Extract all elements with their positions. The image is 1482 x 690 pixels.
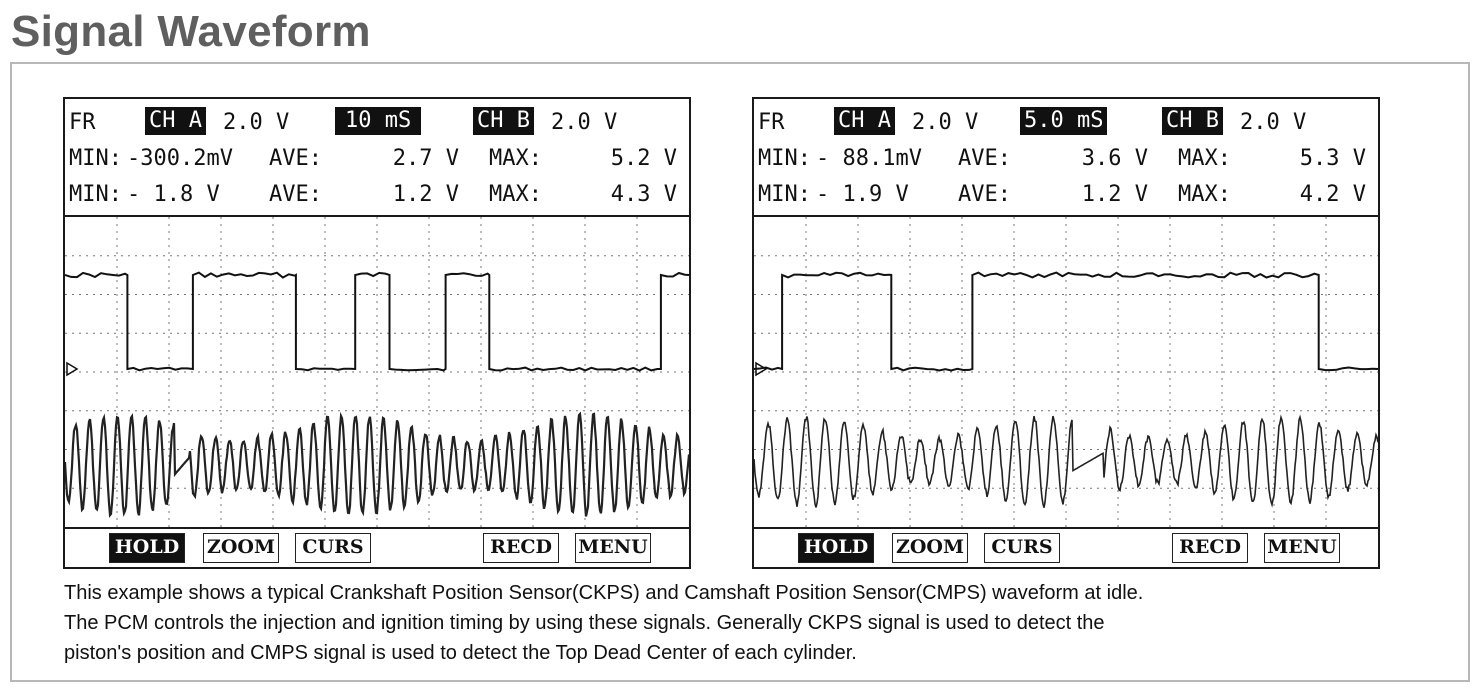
menu-button[interactable]: MENU bbox=[1264, 533, 1340, 563]
curs-button[interactable]: CURS bbox=[984, 533, 1060, 563]
max-value: 4.3 V bbox=[610, 182, 677, 207]
ave-value: 2.7 V bbox=[392, 146, 459, 171]
fr-label: FR bbox=[69, 110, 96, 135]
ave-value: 1.2 V bbox=[1081, 182, 1148, 207]
timebase-tag: 5.0 mS bbox=[1020, 107, 1107, 135]
scope-screen-left bbox=[63, 97, 691, 569]
max-label: MAX: bbox=[489, 182, 542, 207]
max-value: 4.2 V bbox=[1299, 182, 1366, 207]
ch-a-volts: 2.0 V bbox=[912, 110, 979, 135]
zoom-button[interactable]: ZOOM bbox=[203, 533, 279, 563]
channel-b-trace bbox=[754, 416, 1378, 508]
waveform-plot bbox=[754, 217, 1378, 527]
max-label: MAX: bbox=[489, 146, 542, 171]
ave-value: 1.2 V bbox=[392, 182, 459, 207]
min-value: - 88.1mV bbox=[816, 146, 922, 171]
soft-key-bar bbox=[65, 527, 689, 567]
min-value: - 1.9 V bbox=[816, 182, 909, 207]
ch-a-tag: CH A bbox=[145, 107, 206, 135]
min-label: MIN: bbox=[758, 146, 811, 171]
ch-b-volts: 2.0 V bbox=[1240, 110, 1307, 135]
ave-label: AVE: bbox=[958, 146, 1011, 171]
max-label: MAX: bbox=[1178, 146, 1231, 171]
ave-label: AVE: bbox=[958, 182, 1011, 207]
ave-value: 3.6 V bbox=[1081, 146, 1148, 171]
channel-b-trace bbox=[65, 414, 689, 516]
menu-button[interactable]: MENU bbox=[575, 533, 651, 563]
ch-a-tag: CH A bbox=[834, 107, 895, 135]
hold-button[interactable]: HOLD bbox=[109, 533, 185, 563]
scope-screen-right bbox=[752, 97, 1380, 569]
min-label: MIN: bbox=[758, 182, 811, 207]
grid bbox=[65, 217, 689, 527]
min-label: MIN: bbox=[69, 182, 122, 207]
max-label: MAX: bbox=[1178, 182, 1231, 207]
ch-b-tag: CH B bbox=[1162, 107, 1223, 135]
caption-line: piston's position and CMPS signal is used to detect the Top Dead Center of each cylinder. bbox=[64, 642, 857, 664]
timebase-tag: 10 mS bbox=[335, 107, 421, 135]
waveform-plot bbox=[65, 217, 689, 527]
scope-header-row-2 bbox=[758, 143, 1378, 175]
scope-header-row-2 bbox=[69, 143, 689, 175]
ave-label: AVE: bbox=[269, 182, 322, 207]
min-value: - 1.8 V bbox=[127, 182, 220, 207]
curs-button[interactable]: CURS bbox=[295, 533, 371, 563]
ch-a-volts: 2.0 V bbox=[223, 110, 290, 135]
zoom-button[interactable]: ZOOM bbox=[892, 533, 968, 563]
recd-button[interactable]: RECD bbox=[483, 533, 559, 563]
fr-label: FR bbox=[758, 110, 785, 135]
max-value: 5.2 V bbox=[610, 146, 677, 171]
scope-header-row-1 bbox=[758, 107, 1378, 139]
scope-header-row-3 bbox=[758, 179, 1378, 211]
caption-line: This example shows a typical Crankshaft Position Sensor(CKPS) and Camshaft Position Sensor(CMPS) waveform at idle. bbox=[64, 582, 1144, 604]
min-label: MIN: bbox=[69, 146, 122, 171]
ch-b-volts: 2.0 V bbox=[551, 110, 618, 135]
soft-key-bar bbox=[754, 527, 1378, 567]
figure-caption bbox=[64, 578, 1444, 668]
scope-header-row-3 bbox=[69, 179, 689, 211]
hold-button[interactable]: HOLD bbox=[798, 533, 874, 563]
recd-button[interactable]: RECD bbox=[1172, 533, 1248, 563]
caption-line: The PCM controls the injection and ignition timing by using these signals. Generally CKPS signal is used to detect the bbox=[64, 612, 1105, 634]
ave-label: AVE: bbox=[269, 146, 322, 171]
ch-b-tag: CH B bbox=[473, 107, 534, 135]
page-title: Signal Waveform bbox=[11, 7, 371, 56]
max-value: 5.3 V bbox=[1299, 146, 1366, 171]
scope-header-row-1 bbox=[69, 107, 689, 139]
min-value: -300.2mV bbox=[127, 146, 233, 171]
ground-marker bbox=[67, 363, 77, 375]
